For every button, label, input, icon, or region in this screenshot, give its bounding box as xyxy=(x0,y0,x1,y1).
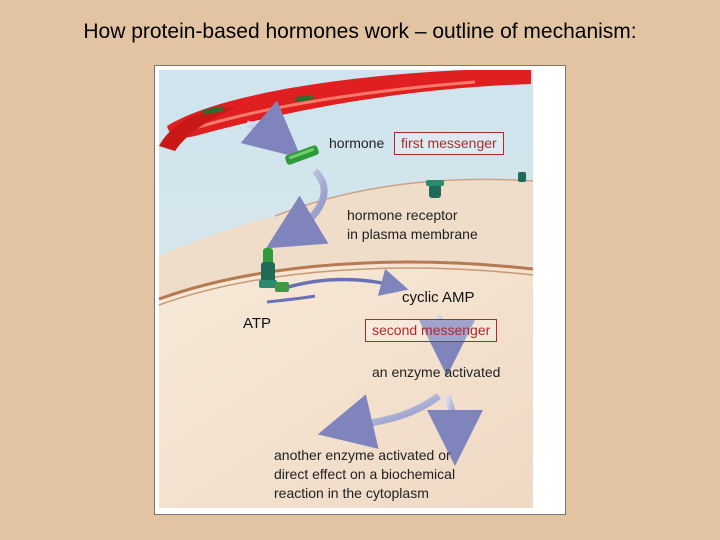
mechanism-figure xyxy=(154,65,566,515)
atp-label: ATP xyxy=(243,315,272,332)
final-effect-line3: reaction in the cytoplasm xyxy=(274,485,429,501)
receptor-label-line2: in plasma membrane xyxy=(347,226,478,242)
enzyme-activated-label: an enzyme activated xyxy=(372,364,501,380)
receptor-far xyxy=(518,172,526,182)
cyclic-amp-label: cyclic AMP xyxy=(402,289,475,306)
receptor-label xyxy=(347,206,478,244)
receptor-label-line1: hormone receptor xyxy=(347,207,458,223)
final-effect-line1: another enzyme activated or xyxy=(274,447,451,463)
slide-title: How protein-based hormones work – outline of mechanism: xyxy=(83,20,637,43)
hormone-label: hormone xyxy=(329,135,385,151)
final-effect-label xyxy=(274,446,455,503)
final-effect-line2: direct effect on a biochemical xyxy=(274,466,456,482)
second-messenger-label: second messenger xyxy=(365,319,497,342)
first-messenger-label: first messenger xyxy=(394,132,504,155)
